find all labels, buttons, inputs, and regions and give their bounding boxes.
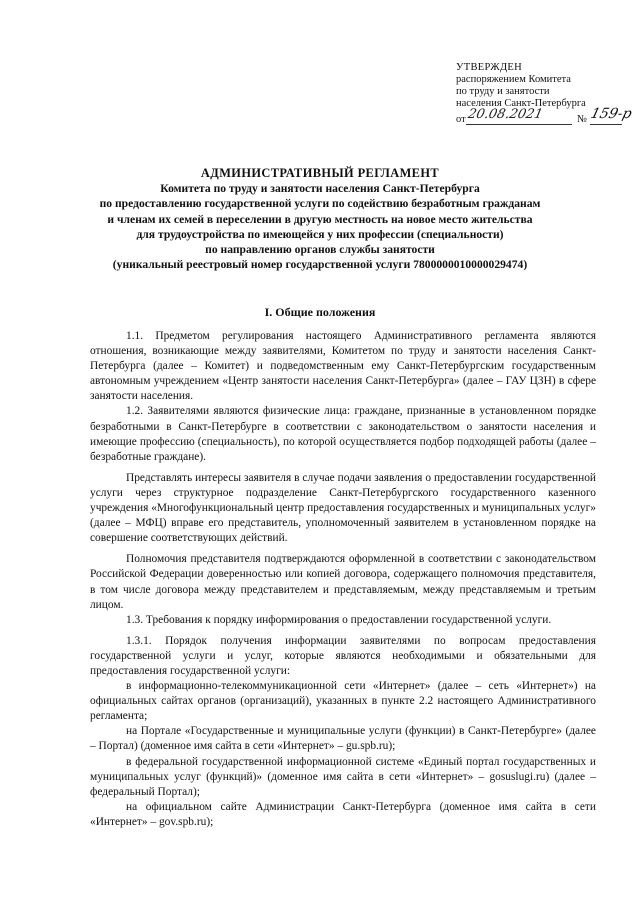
approval-stamp-block: [456, 62, 634, 127]
from-label: от: [456, 114, 466, 125]
approval-heading: УТВЕРЖДЕН: [456, 62, 523, 73]
title-line: по направлению органов службы занятости: [205, 243, 435, 257]
paragraph: 1.3. Требования к порядку информирования о предоставлении государственной услуги.: [126, 613, 552, 626]
paragraph: Полномочия представителя подтверждаются оформленной в соответствии с законодательством Российской Федерации доверенностью или копией договора, содержащего полномочия представителя, в том числе договора между представителем и представляемым, между представляемым и третьим лицом.: [90, 553, 596, 611]
document-body: [90, 329, 596, 830]
title-line: (уникальный реестровый номер государственной услуги 7800000010000029474): [112, 258, 528, 272]
title-line: и членам их семей в переселении в другую местность на новое место жительства: [107, 212, 533, 226]
title-line: для трудоустройства по имеющейся у них профессии (специальности): [136, 227, 504, 241]
approval-line-1: распоряжением Комитета: [456, 74, 571, 85]
paragraph: в информационно-телекоммуникационной сети «Интернет» (далее – сеть «Интернет») на официальных сайтах органов (организаций), указанных в пункте 2.2 настоящего Административного регламента;: [90, 680, 596, 723]
number-label: №: [577, 114, 588, 125]
title-line: по предоставлению государственной услуги по содействию безработным гражданам: [99, 197, 541, 211]
paragraph: 1.2. Заявителями являются физические лица: граждане, признанные в установленном порядке безработными в Санкт-Петербурге в соответствии с законодательством о занятости населения и имеющие профессию (специальность), по которой осуществляется подбор подходящей работы (далее – безработные граждане).: [90, 405, 596, 463]
approval-line-2: по труду и занятости: [456, 86, 550, 97]
date-underline: [466, 124, 572, 125]
handwritten-number: 159-р: [589, 106, 634, 122]
paragraph: 1.1. Предметом регулирования настоящего Административного регламента являются отношения, возникающие между заявителями, Комитетом по труду и занятости населения Санкт-Петербурга (далее – Комитет) и подведомственным ему Санкт-Петербургским государственным автономным учреждением «Центр занятости населения Санкт-Петербурга» (далее – ГАУ ЦЗН) в сфере занятости населения.: [90, 330, 596, 403]
section-heading: I. Общие положения: [264, 305, 376, 319]
paragraph: 1.3.1. Порядок получения информации заявителями по вопросам предоставления государственной услуги и услуг, которые являются необходимыми и обязательными для предоставления государственной услуги:: [90, 634, 596, 677]
number-underline: [590, 124, 622, 125]
approval-date-number-row: [456, 106, 634, 127]
paragraph: в федеральной государственной информационной системе «Единый портал государственных и муниципальных услуг (функций)» (доменное имя сайта в сети «Интернет» – gosuslugi.ru) (далее – федеральный Портал);: [90, 755, 596, 798]
title-line: Комитета по труду и занятости населения Санкт-Петербурга: [160, 182, 480, 196]
title-main: АДМИНИСТРАТИВНЫЙ РЕГЛАМЕНТ: [200, 166, 440, 180]
handwritten-date: 20.08.2021: [466, 107, 545, 122]
paragraph: на Портале «Государственные и муниципальные услуги (функции) в Санкт-Петербурге» (далее – Портал) (доменное имя сайта в сети «Интернет» – gu.spb.ru);: [90, 725, 596, 753]
paragraph: Представлять интересы заявителя в случае подачи заявления о предоставлении государственной услуги через структурное подразделение Санкт-Петербургского государственного казенного учреждения «Многофункциональный центр предоставления государственных и муниципальных услуг» (далее – МФЦ) вправе его представитель, уполномоченный заявителем в установленном порядке на совершение соответствующих действий.: [90, 471, 596, 545]
paragraph: на официальном сайте Администрации Санкт-Петербурга (доменное имя сайта в сети «Интернет» – gov.spb.ru);: [90, 800, 596, 828]
approval-line-3: населения Санкт-Петербурга: [456, 98, 586, 109]
document-title: [40, 166, 600, 272]
